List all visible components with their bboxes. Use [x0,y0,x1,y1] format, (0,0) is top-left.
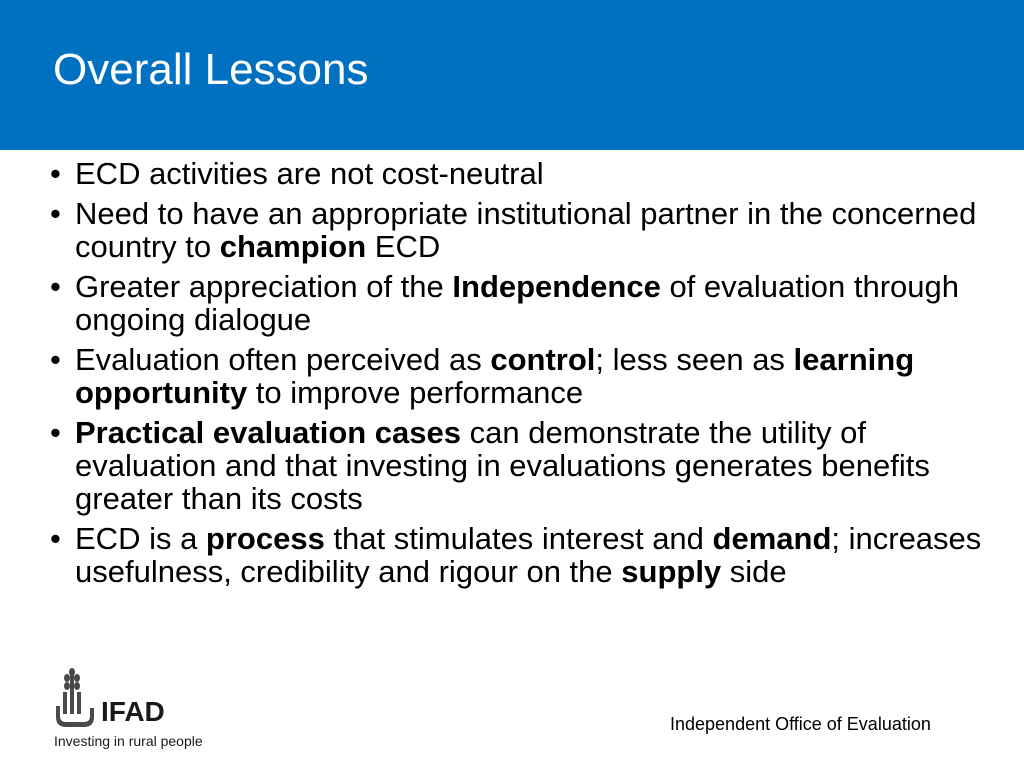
slide-title: Overall Lessons [53,45,369,94]
bullet-text: side [721,554,787,589]
bullet-dot: • [50,269,61,304]
bullet-dot: • [50,521,61,556]
bullet-text: to improve performance [247,375,584,410]
bullet-emphasis: demand [712,521,832,556]
bullet-dot: • [50,415,61,450]
bullet-list [50,157,1000,595]
bullet-text: of evaluation through ongoing dialogue [75,269,959,337]
bullet-emphasis: control [490,342,596,377]
ifad-logo [54,668,224,752]
ifad-tagline: Investing in rural people [54,733,203,749]
bullet-text: Greater appreciation of the [75,269,453,304]
bullet-dot: • [50,156,61,191]
bullet-emphasis: Practical evaluation cases [75,415,462,450]
bullet-text: that stimulates interest and [324,521,713,556]
bullet-text: Evaluation often perceived as [75,342,491,377]
ifad-wheat-figure-icon [54,668,98,728]
bullet-text: ; less seen as [595,342,794,377]
bullet-item [50,343,1000,409]
bullet-item [50,270,1000,336]
bullet-text: ECD [366,229,441,264]
bullet-item [50,197,1000,263]
bullet-text: ECD activities are not cost-neutral [75,156,544,191]
bullet-emphasis: learning opportunity [75,342,915,410]
bullet-text: ECD is a [75,521,206,556]
bullet-dot: • [50,196,61,231]
bullet-text: ; increases usefulness, credibility and rigour on the [75,521,982,589]
bullet-emphasis: champion [219,229,367,264]
bullet-emphasis: process [205,521,325,556]
bullet-dot: • [50,342,61,377]
bullet-item [50,416,1000,515]
bullet-emphasis: Independence [452,269,661,304]
bullet-text: Need to have an appropriate institutional partner in the concerned country to [75,196,977,264]
ifad-wordmark: IFAD [101,696,165,727]
bullet-emphasis: supply [621,554,722,589]
footer-office-name: Independent Office of Evaluation [670,714,931,734]
bullet-item [50,157,1000,190]
bullet-text: can demonstrate the utility of evaluation and that investing in evaluations generates benefits greater than its costs [75,415,930,516]
bullet-item [50,522,1000,588]
title-banner [0,0,1024,150]
